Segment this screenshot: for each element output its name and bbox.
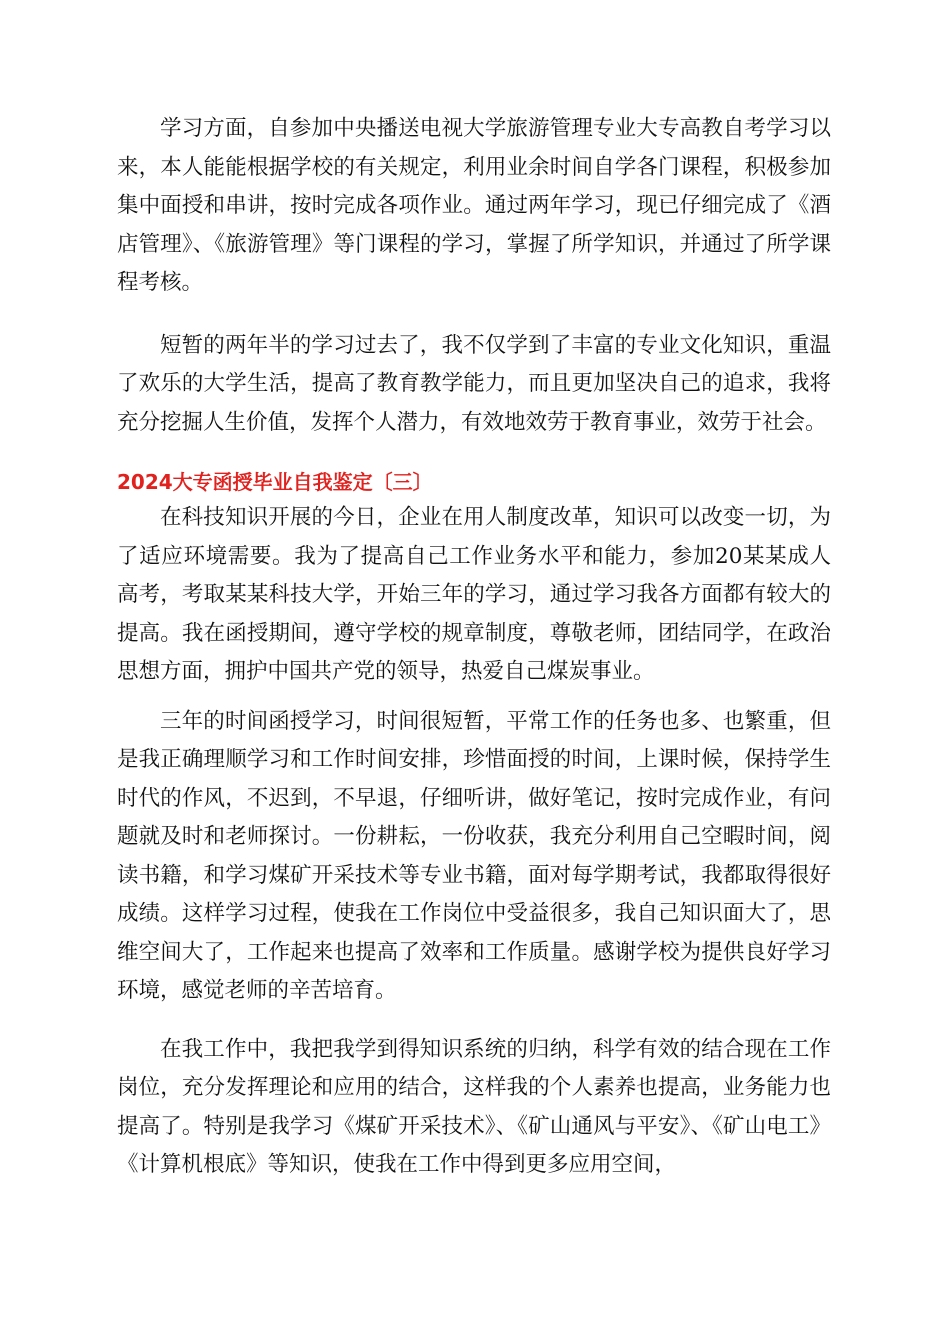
paragraph-three-years-study: 三年的时间函授学习，时间很短暂，平常工作的任务也多、也繁重，但是我正确理顺学习和工作时间安排，珍惜面授的时间，上课时候，保持学生时代的作风，不迟到，不早退，仔细听讲，做好笔记，按时完成作业，有问题就及时和老师探讨。一份耕耘，一份收获，我充分利用自己空暇时间，阅读书籍，和学习煤矿开采技术等专业书籍，面对每学期考试，我都取得很好成绩。这样学习过程，使我在工作岗位中受益很多，我自己知识面大了，思维空间大了，工作起来也提高了效率和工作质量。感谢学校为提供良好学习环境，感觉老师的辛苦培育。 <box>117 708 831 1003</box>
paragraph-study-aspects: 学习方面，自参加中央播送电视大学旅游管理专业大专高教自考学习以来，本人能能根据学校的有关规定，利用业余时间自学各门课程，积极参加集中面授和串讲，按时完成各项作业。通过两年学习，现已仔细完成了《酒店管理》、《旅游管理》等门课程的学习，掌握了所学知识，并通过了所学课程考核。 <box>117 116 831 295</box>
section-heading: 2024大专函授毕业自我鉴定〔三〕 <box>117 470 433 494</box>
paragraph-work-application: 在我工作中，我把我学到得知识系统的归纳，科学有效的结合现在工作岗位，充分发挥理论和应用的结合，这样我的个人素养也提高，业务能力也提高了。特别是我学习《煤矿开采技术》、《矿山通风与平安》、《矿山电工》《计算机根底》等知识，使我在工作中得到更多应用空间， <box>117 1036 831 1177</box>
document-page <box>117 110 831 1185</box>
paragraph-tech-knowledge: 在科技知识开展的今日，企业在用人制度改革，知识可以改变一切，为了适应环境需要。我为了提高自己工作业务水平和能力，参加20某某成人高考，考取某某科技大学，开始三年的学习，通过学习我各方面都有较大的提高。我在函授期间，遵守学校的规章制度，尊敬老师，团结同学，在政治思想方面，拥护中国共产党的领导，热爱自己煤炭事业。 <box>117 505 831 684</box>
paragraph-two-years-summary: 短暂的两年半的学习过去了，我不仅学到了丰富的专业文化知识，重温了欢乐的大学生活，提高了教育教学能力，而且更加坚决自己的追求，我将充分挖掘人生价值，发挥个人潜力，有效地效劳于教育事业，效劳于社会。 <box>117 332 831 435</box>
